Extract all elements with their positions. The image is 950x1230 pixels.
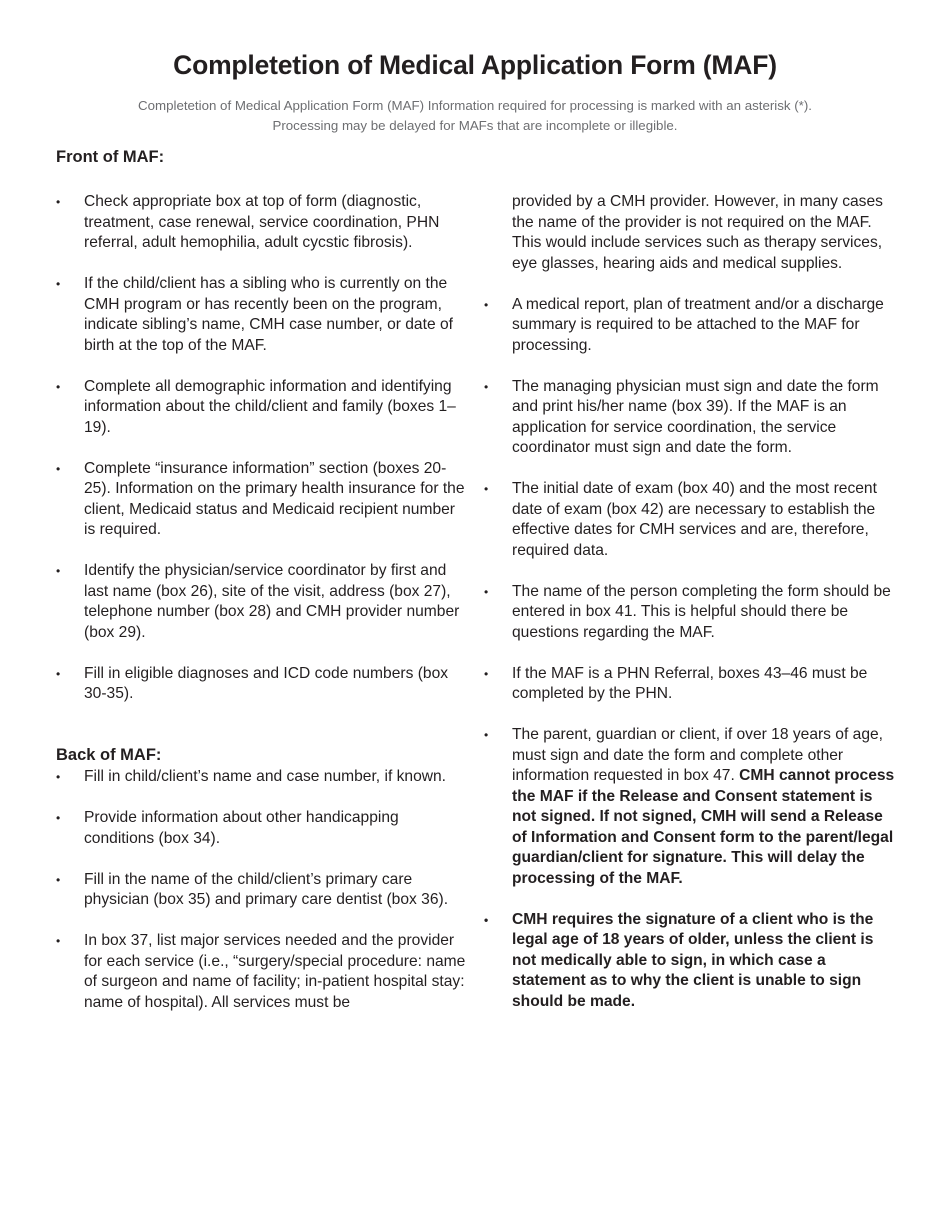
list-item: • CMH requires the signature of a client who is the legal age of 18 years of older, unless the client is not medically able to sign, in which case a statement as to why the client is unable to sign should be made. — [484, 910, 896, 1013]
right-column-list — [484, 192, 896, 1033]
list-item: • Fill in child/client’s name and case number, if known. — [56, 767, 466, 788]
list-item: • If the MAF is a PHN Referral, boxes 43–46 must be completed by the PHN. — [484, 664, 896, 705]
back-of-maf-heading: Back of MAF: — [56, 746, 162, 764]
subtitle-line-1: Completetion of Medical Application Form (MAF) Information required for processing is marked with an asterisk (*). — [138, 98, 812, 113]
list-item: • Provide information about other handicapping conditions (box 34). — [56, 808, 466, 849]
list-item: • A medical report, plan of treatment and/or a discharge summary is required to be attached to the MAF for processing. — [484, 295, 896, 357]
list-item-continuation: provided by a CMH provider. However, in many cases the name of the provider is not required on the MAF. This would include services such as therapy services, eye glasses, hearing aids and medical supplies. — [512, 193, 883, 272]
list-item: • The managing physician must sign and date the form and print his/her name (box 39). If the MAF is an application for service coordination, the service coordinator must sign and date the form. — [484, 377, 896, 459]
front-of-maf-heading: Front of MAF: — [56, 148, 165, 166]
front-of-maf-list — [56, 192, 466, 725]
list-item: • Complete all demographic information and identifying information about the child/client and family (boxes 1–19). — [56, 377, 466, 439]
parent-signature-text: The parent, guardian or client, if over 18 years of age, must sign and date the form and complete other information requested in box 47. — [512, 726, 883, 784]
list-item — [484, 725, 896, 889]
list-item: • Check appropriate box at top of form (diagnostic, treatment, case renewal, service coordination, PHN referral, adult hemophilia, adult cycstic fibrosis). — [56, 192, 466, 254]
list-item: • Complete “insurance information” section (boxes 20-25). Information on the primary health insurance for the client, Medicaid status and Medicaid recipient number is required. — [56, 459, 466, 541]
page-title: Completetion of Medical Application Form (MAF) — [173, 50, 777, 80]
list-item: • If the child/client has a sibling who is currently on the CMH program or has recently been on the program, indicate sibling’s name, CMH case number, or date of birth at the top of the MAF. — [56, 274, 466, 356]
list-item: • The name of the person completing the form should be entered in box 41. This is helpful should there be questions regarding the MAF. — [484, 582, 896, 644]
list-item: • The initial date of exam (box 40) and the most recent date of exam (box 42) are necessary to establish the effective dates for CMH services and are, therefore, required data. — [484, 479, 896, 561]
list-item: • Identify the physician/service coordinator by first and last name (box 26), site of the visit, address (box 27), telephone number (box 28) and CMH provider number (box 29). — [56, 561, 466, 643]
back-of-maf-list — [56, 767, 466, 1034]
list-item: • In box 37, list major services needed and the provider for each service (i.e., “surgery/special procedure: name of surgeon and name of facility; in-patient hospital stay: name of hospital). All services must be — [56, 931, 466, 1013]
list-item: • Fill in the name of the child/client’s primary care physician (box 35) and primary care dentist (box 36). — [56, 870, 466, 911]
release-consent-warning: CMH cannot process the MAF if the Release and Consent statement is not signed. If not signed, CMH will send a Release of Information and Consent form to the parent/legal guardian/client for signature. This will delay the processing of the MAF. — [512, 767, 895, 887]
list-item: • Fill in eligible diagnoses and ICD code numbers (box 30-35). — [56, 664, 466, 705]
subtitle-line-2: Processing may be delayed for MAFs that are incomplete or illegible. — [272, 117, 678, 133]
page-subtitle — [60, 96, 890, 135]
